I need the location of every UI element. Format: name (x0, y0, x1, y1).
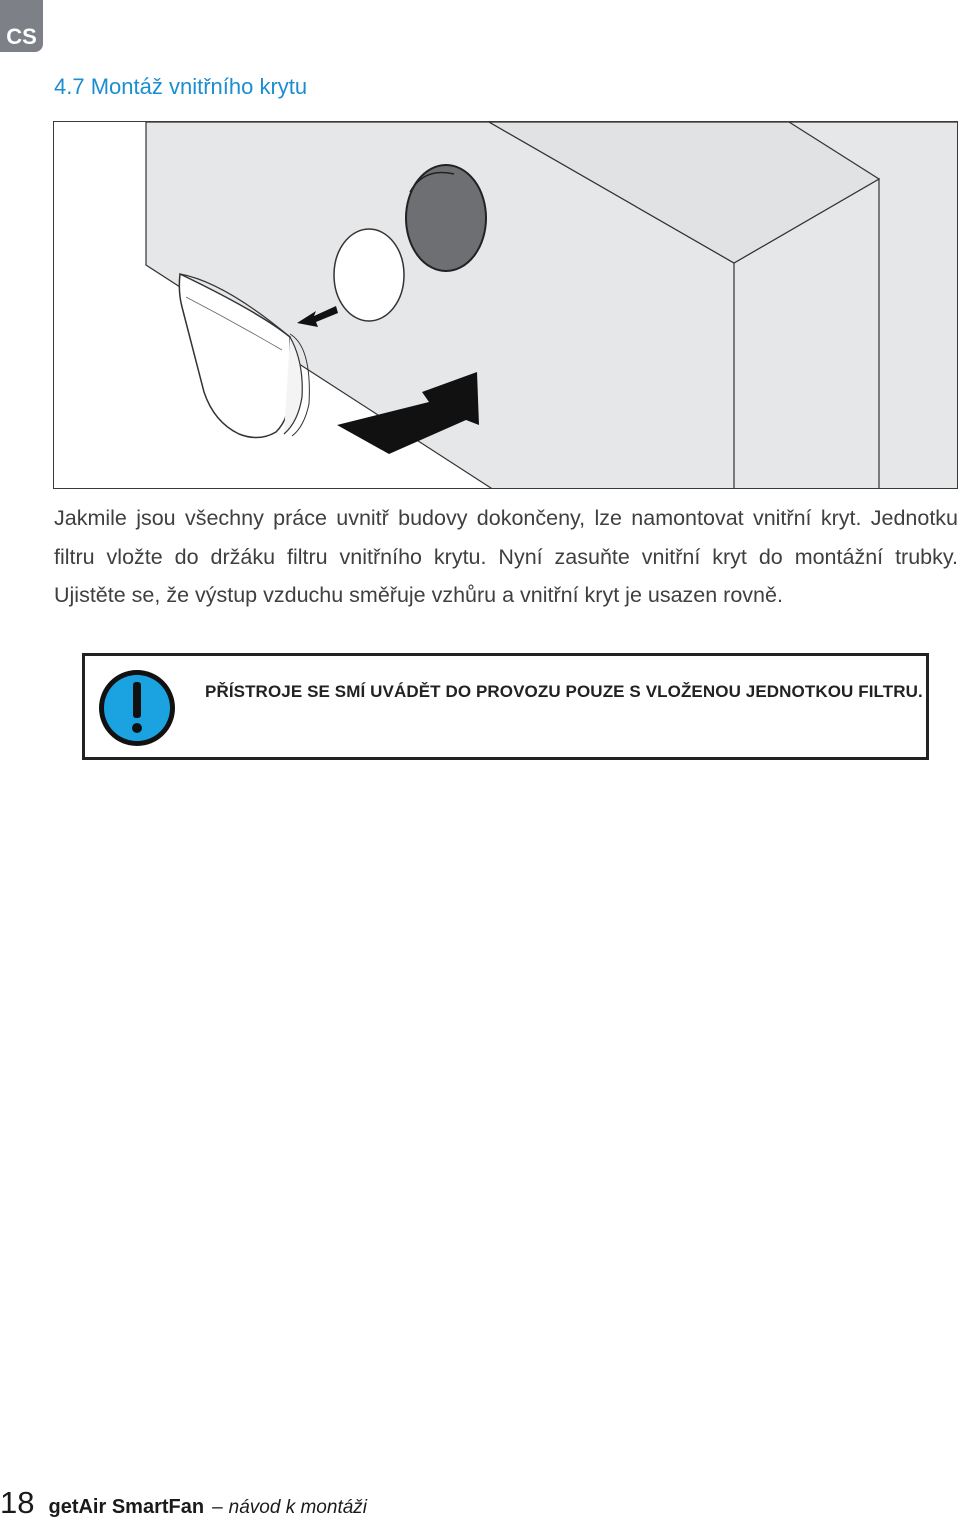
language-badge: CS (0, 0, 43, 52)
exclamation-icon (97, 668, 177, 748)
filter-disc (334, 229, 404, 321)
document-type: návod k montáži (228, 1497, 368, 1518)
page-number: 18 (0, 1485, 35, 1520)
warning-box (82, 653, 929, 760)
instructions-paragraph: Jakmile jsou všechny práce uvnitř budovy dokončeny, lze namontovat vnitřní kryt. Jednotku filtru vložte do držáku filtru vnitřního krytu. Nyní zasuňte vnitřní kryt do montážní trubky. Ujistěte se, že výstup vzduchu směřuje vzhůru a vnitřní kryt je usazen rovně. (54, 506, 958, 607)
brand-name: getAir SmartFan (48, 1496, 205, 1518)
footer-separator: – (212, 1497, 223, 1518)
page-footer (0, 1485, 700, 1521)
warning-text: PŘÍSTROJE SE SMÍ UVÁDĚT DO PROVOZU POUZE S VLOŽENOU JEDNOTKOU FILTRU. (205, 682, 923, 701)
installation-illustration (53, 121, 958, 489)
section-title: 4.7 Montáž vnitřního krytu (54, 74, 308, 99)
